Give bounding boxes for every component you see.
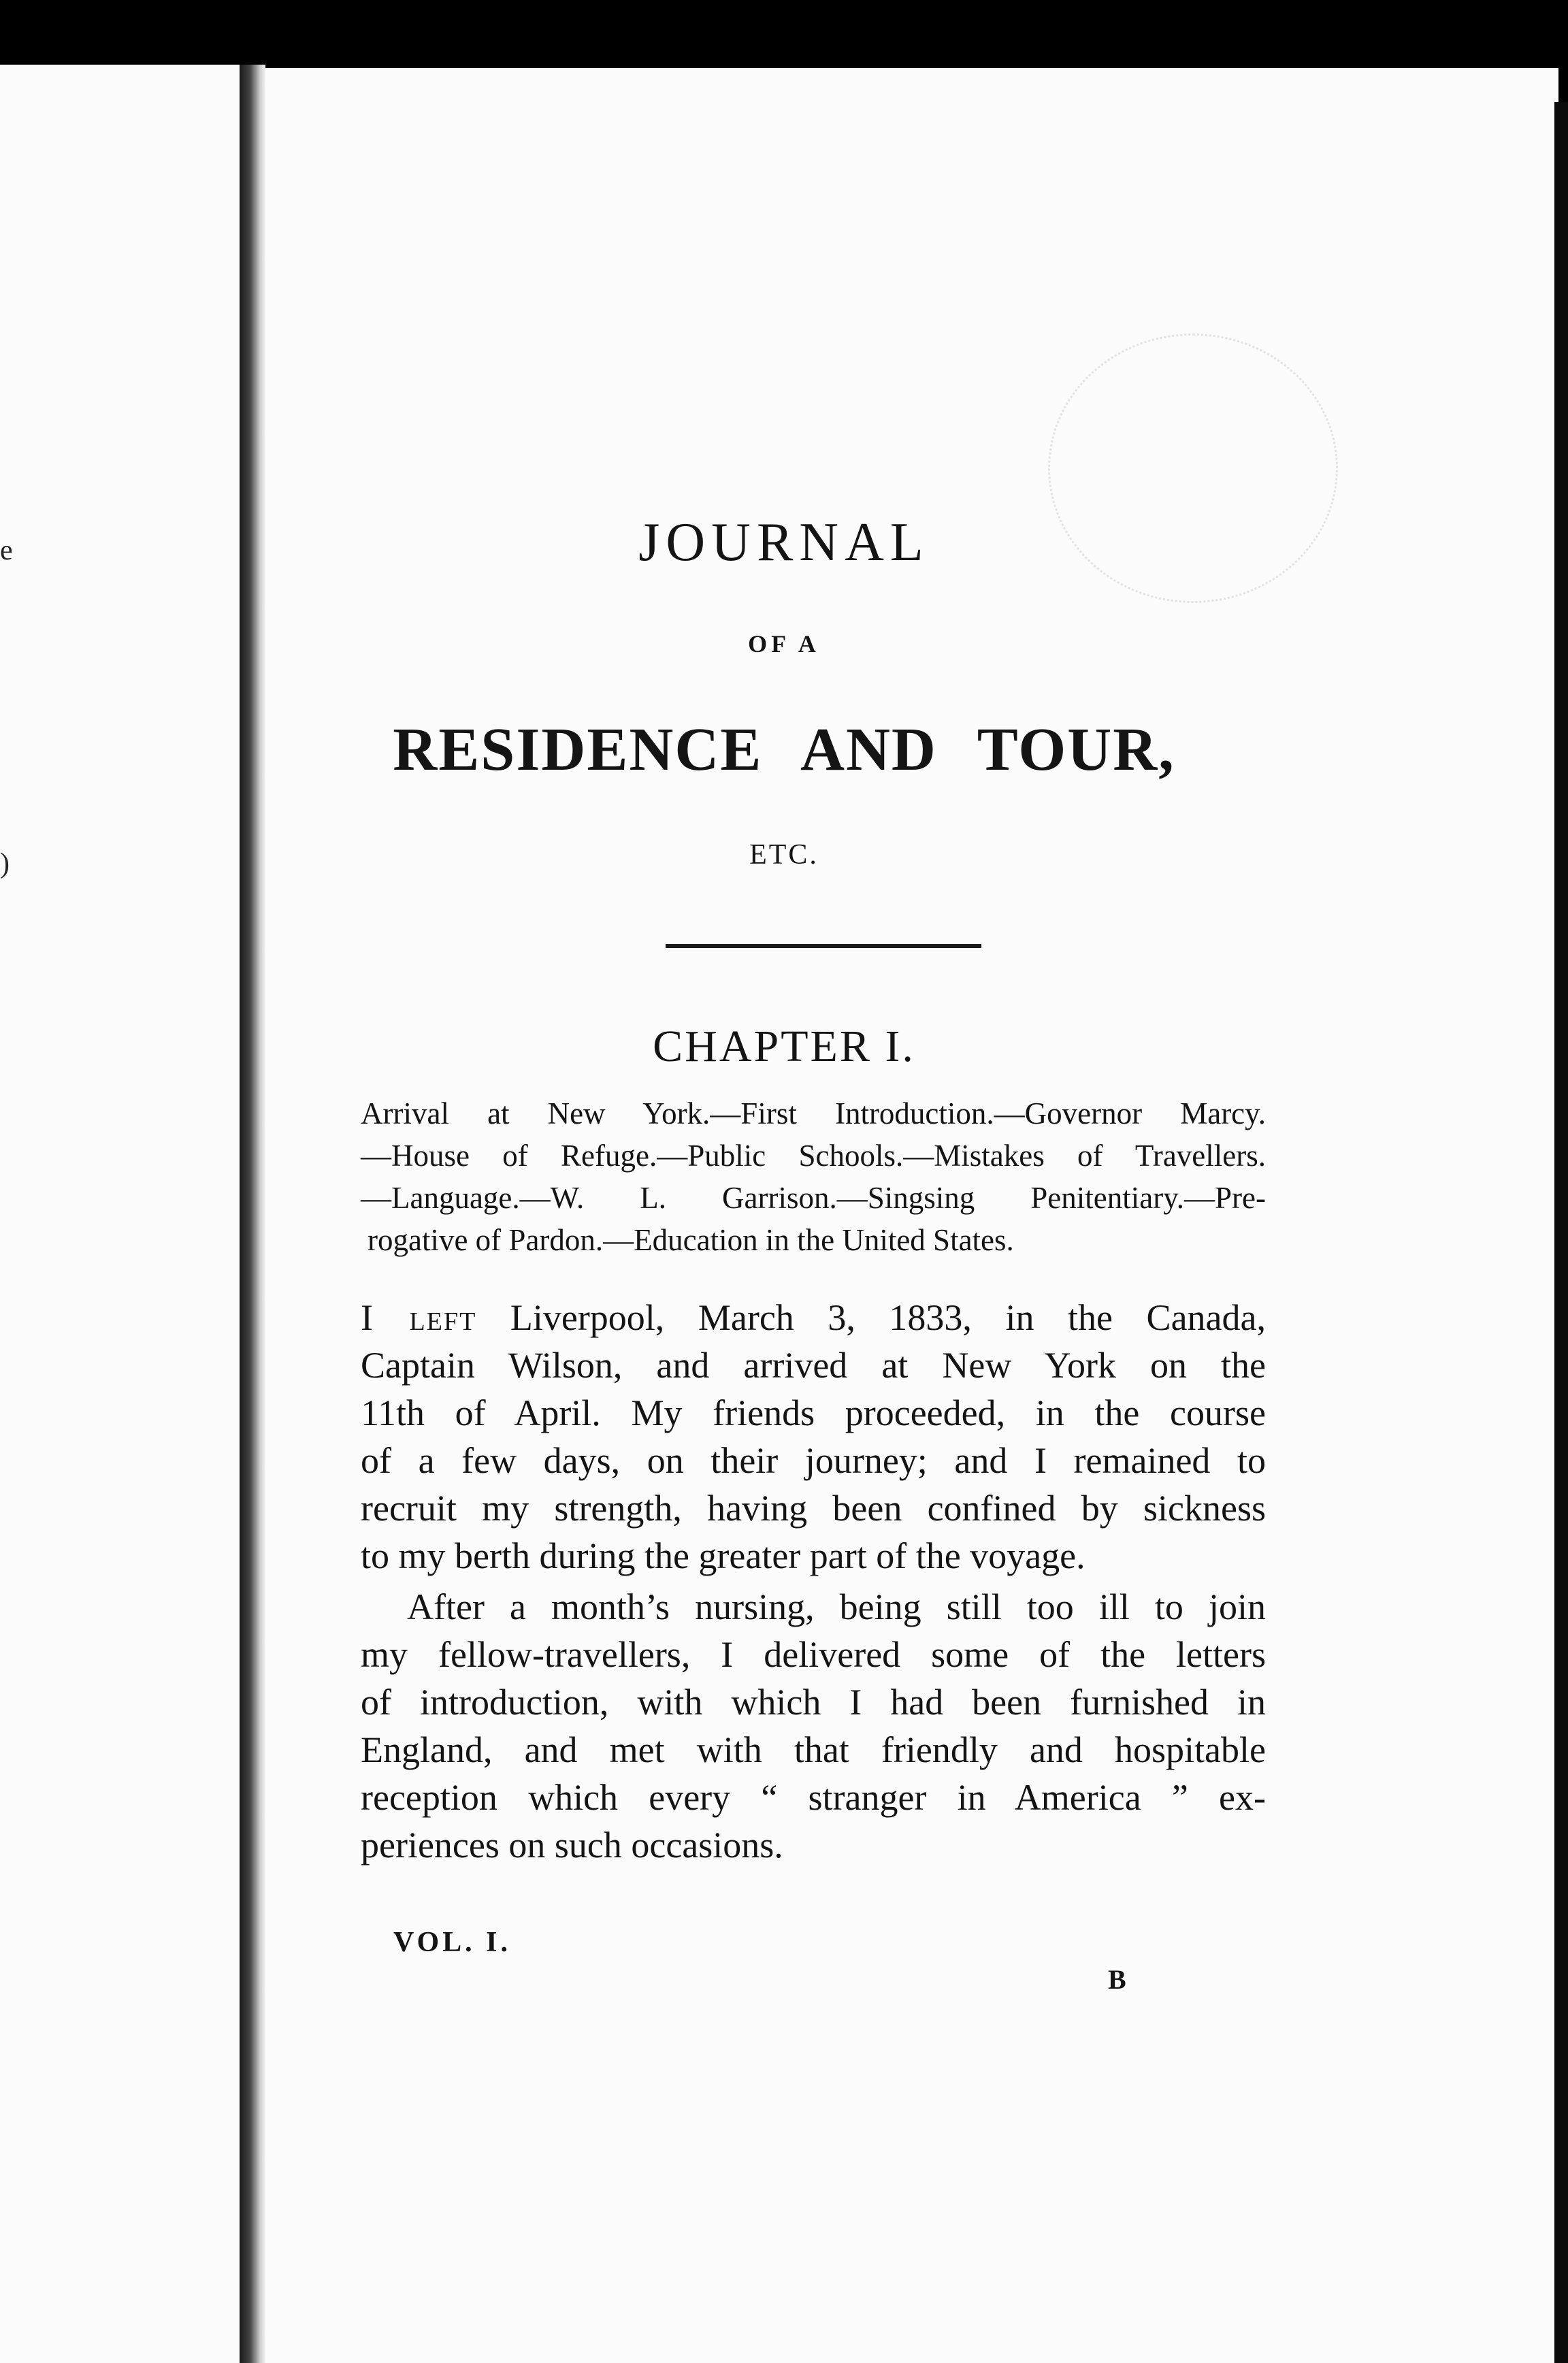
body-line: periences on such occasions. — [361, 1825, 783, 1865]
chapter-summary-line: rogative of Pardon.—Education in the United States. — [368, 1223, 1014, 1257]
book-gutter — [240, 65, 265, 2363]
page-edge-shadow — [1554, 102, 1568, 2363]
chapter-summary-line: —House of Refuge.—Public Schools.—Mistakes of Travellers. — [361, 1139, 1266, 1173]
chapter-heading: CHAPTER I. — [653, 1022, 915, 1071]
body-line: recruit my strength, having been confined by sickness — [361, 1488, 1266, 1529]
footer-signature-mark: B — [1108, 1964, 1126, 1995]
body-line: reception which every “ stranger in America ” ex- — [361, 1777, 1266, 1818]
title-of-a: OF A — [748, 630, 820, 657]
body-line: After a month’s nursing, being still too ill to join — [407, 1586, 1266, 1627]
body-line: to my berth during the greater part of the voyage. — [361, 1535, 1085, 1576]
left-page-edge — [0, 65, 240, 2363]
chapter-summary-line: —Language.—W. L. Garrison.—Singsing Penitentiary.—Pre- — [361, 1181, 1266, 1215]
opening-line-rest: Liverpool, March 3, 1833, in the Canada, — [476, 1297, 1266, 1338]
title-rule — [666, 944, 981, 948]
chapter-summary-line: Arrival at New York.—First Introduction.—Governor Marcy. — [361, 1096, 1266, 1130]
body-first-line — [361, 1297, 1266, 1339]
body-line: England, and met with that friendly and hospitable — [361, 1729, 1266, 1770]
opening-words: I left — [361, 1297, 477, 1338]
body-line: my fellow-travellers, I delivered some of the letters — [361, 1634, 1266, 1675]
right-page — [265, 68, 1558, 2363]
left-page-fragment: e — [0, 535, 13, 566]
title-etc: ETC. — [749, 839, 819, 870]
body-line: Captain Wilson, and arrived at New York on the — [361, 1345, 1266, 1386]
body-line: of a few days, on their journey; and I remained to — [361, 1440, 1266, 1481]
footer-volume: VOL. I. — [393, 1927, 512, 1958]
left-page-fragment: ) — [0, 848, 10, 879]
title-residence-and-tour: RESIDENCE AND TOUR, — [393, 716, 1175, 783]
body-line: of introduction, with which I had been furnished in — [361, 1682, 1266, 1723]
title-journal: JOURNAL — [638, 512, 930, 572]
body-line: 11th of April. My friends proceeded, in the course — [361, 1392, 1266, 1433]
